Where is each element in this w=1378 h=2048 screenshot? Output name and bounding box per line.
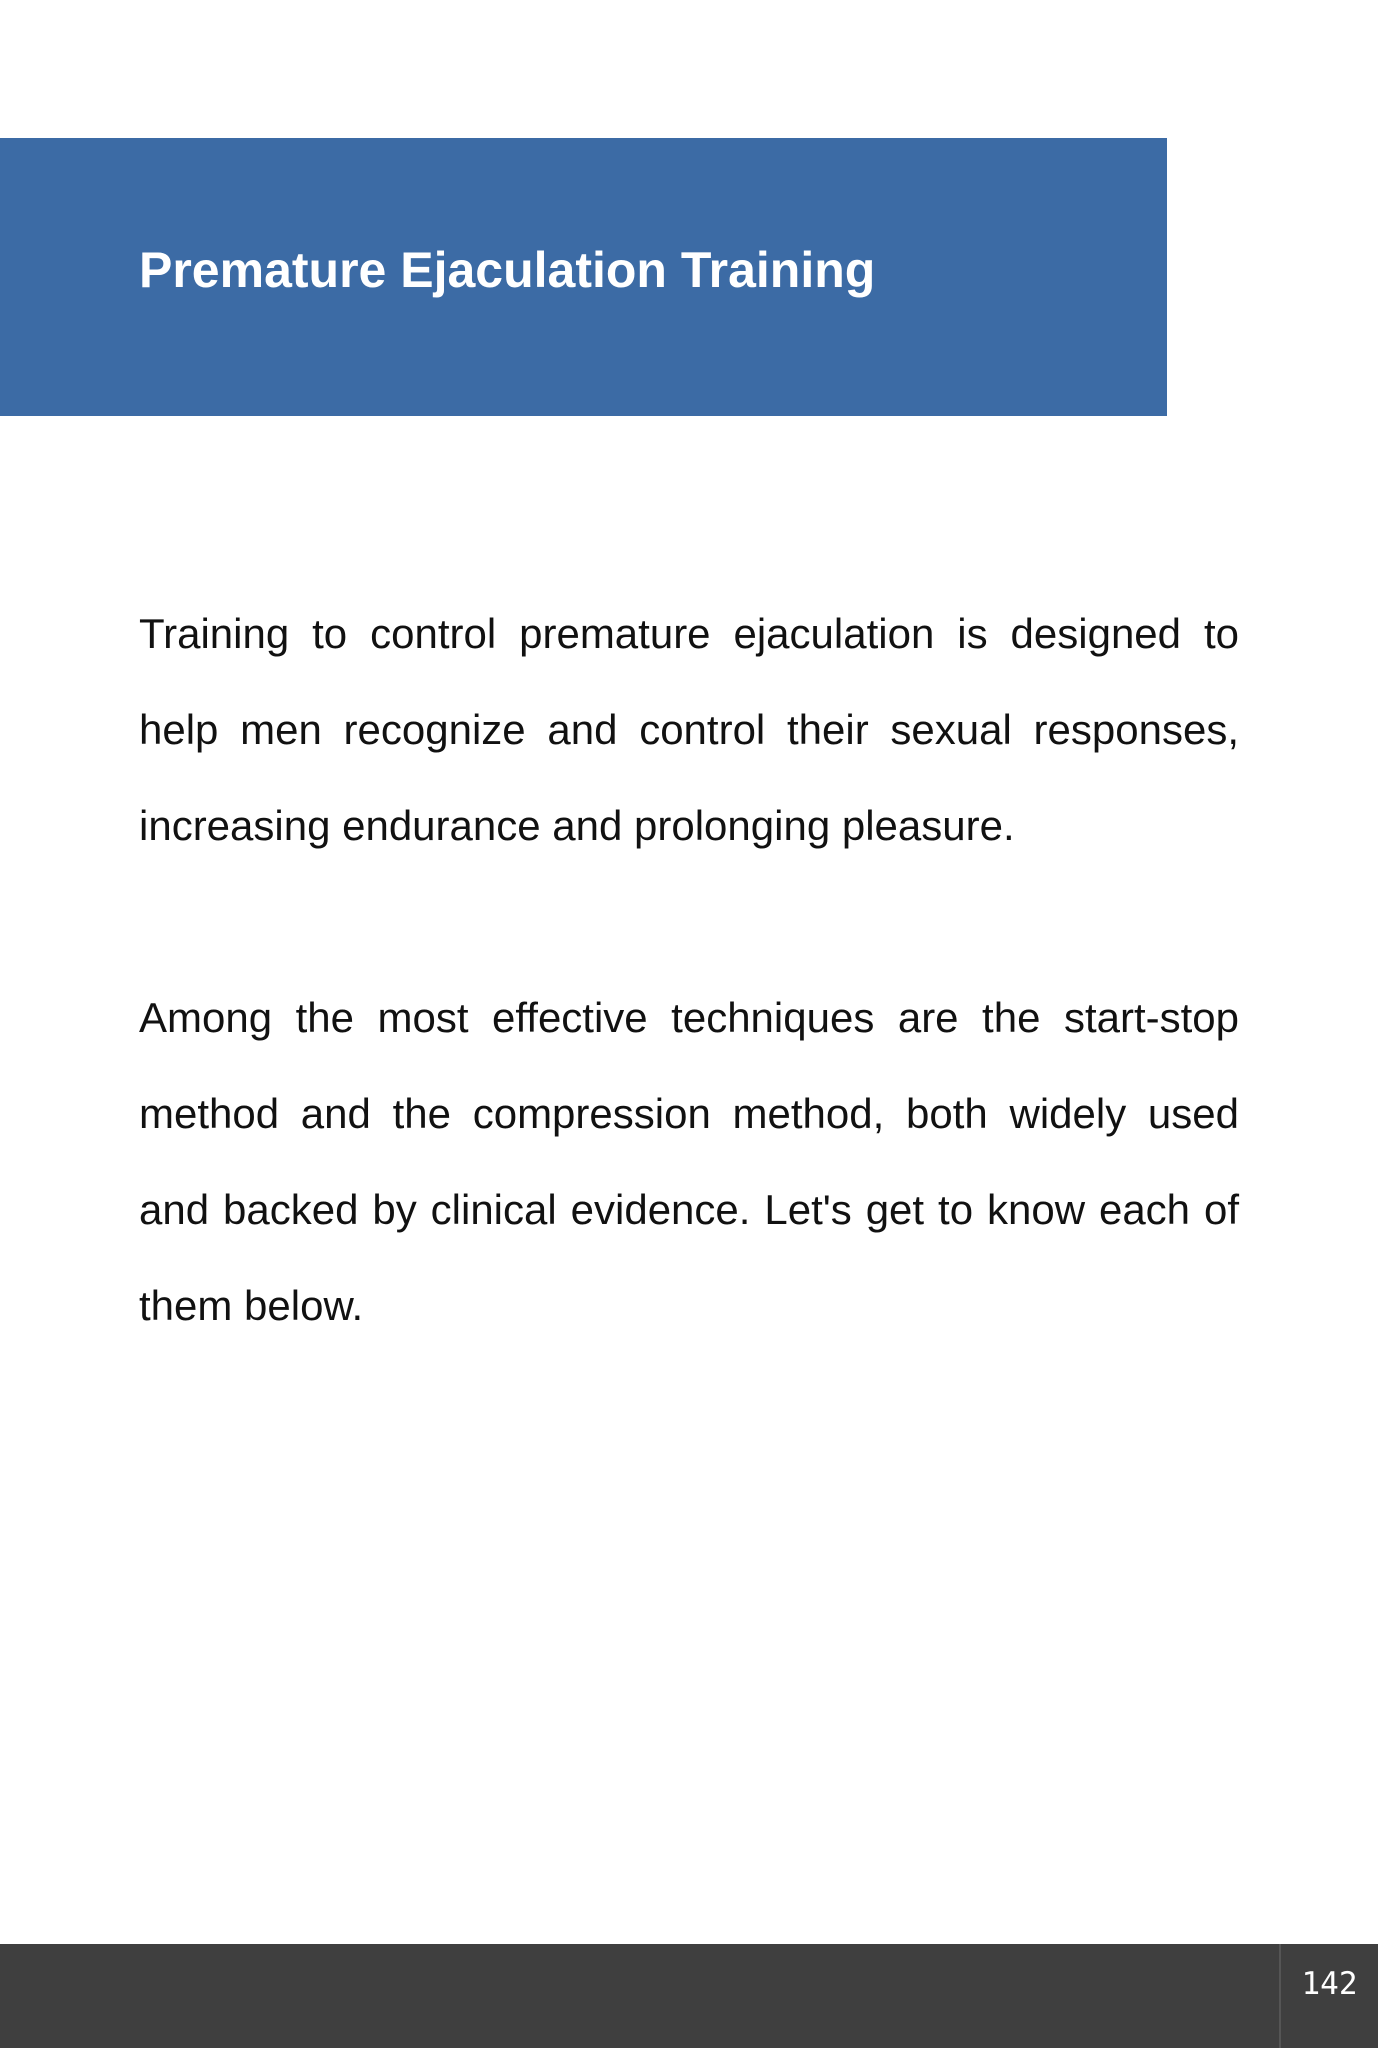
body-paragraph: Among the most effective techniques are the start-stop method and the compression method, both widely used and backed by clinical evidence. Let's get to know each of them below. bbox=[139, 994, 1239, 1329]
page-number: 142 bbox=[1301, 1966, 1358, 2002]
footer-bar bbox=[0, 1944, 1378, 2048]
page-title: Premature Ejaculation Training bbox=[139, 242, 876, 298]
body-paragraph: Training to control premature ejaculation is designed to help men recognize and control their sexual responses, increasing endurance and prolonging pleasure. bbox=[139, 610, 1239, 849]
